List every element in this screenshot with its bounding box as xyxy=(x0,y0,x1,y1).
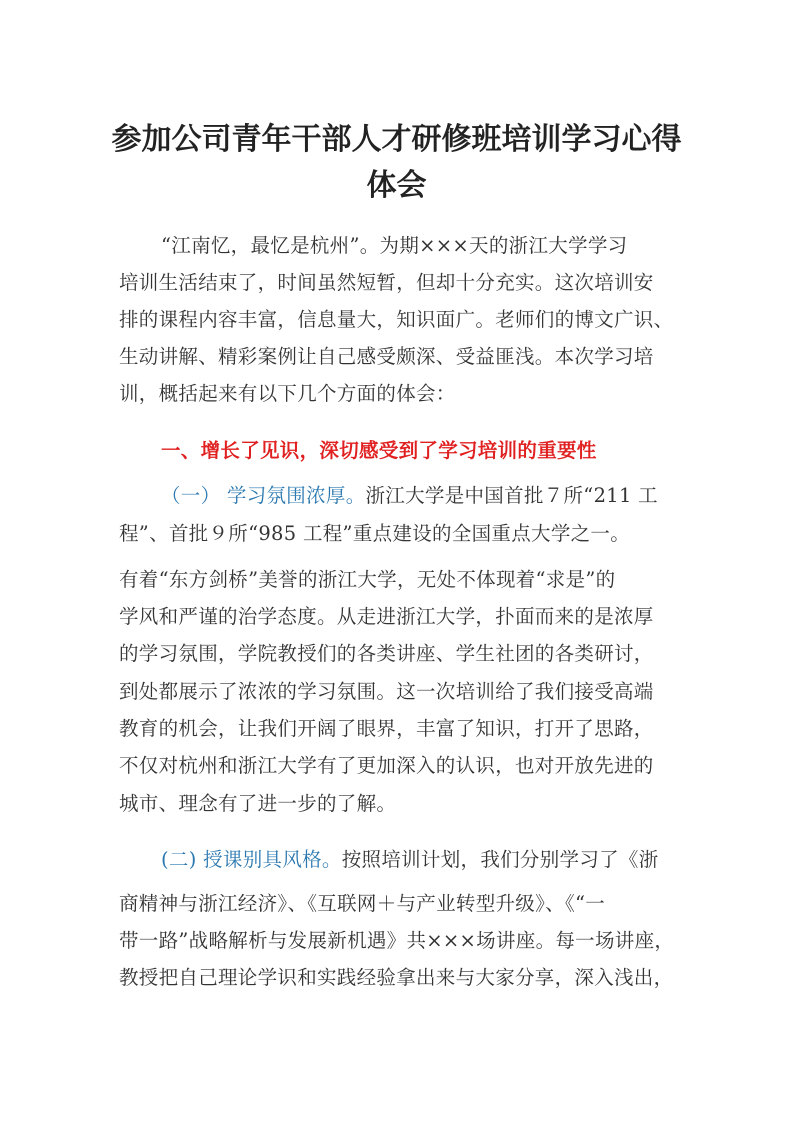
para1-line-2: 程”、首批９所“985 工程”重点建设的全国重点大学之一。 xyxy=(119,522,631,545)
intro-line-4: 生动讲解、精彩案例让自己感受颇深、受益匪浅。本次学习培 xyxy=(119,345,654,368)
para1-line-8: 不仅对杭州和浙江大学有了更加深入的认识，也对开放先进的 xyxy=(119,754,654,777)
document-title-line-1: 参加公司青年干部人才研修班培训学习心得 xyxy=(111,122,682,157)
para1-line-7: 教育的机会，让我们开阔了眼界，丰富了知识，打开了思路， xyxy=(119,717,654,740)
para2-line-2: 商精神与浙江经济》、《互联网＋与产业转型升级》、《“一 xyxy=(119,892,606,915)
para2-line-3: 带一路”战略解析与发展新机遇》共×××场讲座。每一场讲座， xyxy=(119,929,675,952)
intro-line-2: 培训生活结束了，时间虽然短暂，但却十分充实。这次培训安 xyxy=(119,271,654,294)
para2-line-4: 教授把自己理论学识和实践经验拿出来与大家分享，深入浅出， xyxy=(119,966,674,989)
para2-label: (二) 授课别具风格。 xyxy=(161,848,342,871)
para2-first-rest: 按照培训计划，我们分别学习了《浙 xyxy=(341,848,659,871)
para1-line-5: 的学习氛围，学院教授们的各类讲座、学生社团的各类研讨， xyxy=(119,642,654,665)
para1-line-4: 学风和严谨的治学态度。从走进浙江大学，扑面而来的是浓厚 xyxy=(119,605,654,628)
para1-line-1 xyxy=(161,482,721,510)
para1-label: （一） 学习氛围浓厚。 xyxy=(161,484,366,507)
para1-line-6: 到处都展示了浓浓的学习氛围。这一次培训给了我们接受高端 xyxy=(119,680,654,703)
document-title-line-2: 体会 xyxy=(366,168,427,203)
para2-line-1 xyxy=(161,846,721,874)
intro-line-5: 训，概括起来有以下几个方面的体会： xyxy=(119,382,456,405)
para1-line-3: 有着“东方剑桥”美誉的浙江大学，无处不体现着“求是”的 xyxy=(119,568,616,591)
para1-line-9: 城市、理念有了进一步的了解。 xyxy=(119,792,397,815)
intro-line-3: 排的课程内容丰富，信息量大，知识面广。老师们的博文广识、 xyxy=(119,308,674,331)
para1-first-rest: 浙江大学是中国首批７所“211 工 xyxy=(365,484,658,507)
section-heading-1: 一、增长了见识，深切感受到了学习培训的重要性 xyxy=(161,439,597,462)
intro-line-1: “江南忆，最忆是杭州”。为期×××天的浙江大学学习 xyxy=(161,234,628,257)
